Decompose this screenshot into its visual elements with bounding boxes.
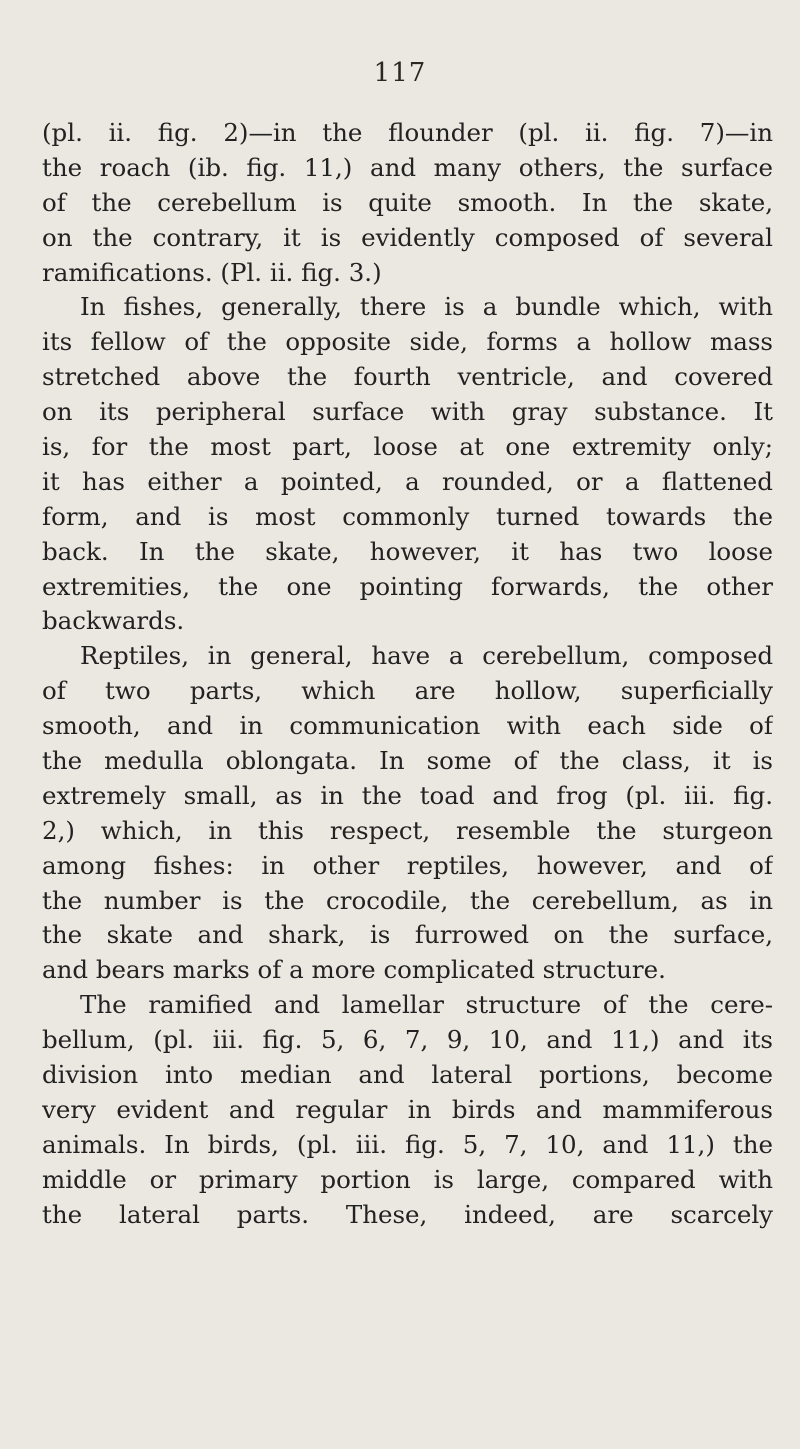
text-line: the lateral parts. These, indeed, are scarcely — [42, 1199, 773, 1229]
text-line: In fishes, generally, there is a bundle which, with — [80, 292, 773, 322]
text-line: the roach (ib. fig. 11,) and many others, the surface — [42, 152, 773, 182]
text-line: among fishes: in other reptiles, however, and of — [42, 850, 773, 880]
text-line: on the contrary, it is evidently composed of several — [42, 222, 773, 252]
text-line: of two parts, which are hollow, superficially — [42, 676, 773, 706]
text-line: its fellow of the opposite side, forms a hollow mass — [42, 327, 773, 357]
text-line: on its peripheral surface with gray substance. It — [42, 397, 773, 427]
text-line: and bears marks of a more complicated structure. — [42, 955, 666, 985]
text-line: is, for the most part, loose at one extremity only; — [42, 432, 773, 462]
text-line: The ramified and lamellar structure of the cere- — [80, 990, 773, 1020]
text-line: extremely small, as in the toad and frog (pl. iii. fig. — [42, 780, 773, 810]
text-line: back. In the skate, however, it has two loose — [42, 536, 773, 566]
text-line: (pl. ii. fig. 2)—in the flounder (pl. ii. fig. 7)—in — [42, 118, 773, 147]
text-line: of the cerebellum is quite smooth. In the skate, — [42, 187, 773, 217]
body-text — [42, 116, 773, 1233]
text-line: the number is the crocodile, the cerebellum, as in — [42, 885, 773, 915]
text-line: backwards. — [42, 606, 185, 636]
text-line: ramifications. (Pl. ii. fig. 3.) — [42, 257, 382, 287]
text-line: smooth, and in communication with each side of — [42, 711, 773, 741]
text-line: the skate and shark, is furrowed on the surface, — [42, 920, 773, 950]
text-line: form, and is most commonly turned towards the — [42, 501, 773, 531]
text-line: middle or primary portion is large, compared with — [42, 1164, 773, 1194]
text-line: Reptiles, in general, have a cerebellum, composed — [80, 641, 773, 671]
text-line: 2,) which, in this respect, resemble the sturgeon — [42, 815, 773, 845]
text-line: stretched above the fourth ventricle, and covered — [42, 362, 773, 392]
text-line: it has either a pointed, a rounded, or a flattened — [42, 466, 773, 496]
page-number: 117 — [373, 58, 427, 88]
text-line: bellum, (pl. iii. fig. 5, 6, 7, 9, 10, and 11,) and its — [42, 1025, 773, 1055]
text-line: extremities, the one pointing forwards, the other — [42, 571, 773, 601]
text-line: division into median and lateral portions, become — [42, 1060, 773, 1090]
text-line: animals. In birds, (pl. iii. fig. 5, 7, 10, and 11,) the — [42, 1129, 773, 1159]
text-line: very evident and regular in birds and mammiferous — [42, 1094, 773, 1124]
text-line: the medulla oblongata. In some of the class, it is — [42, 746, 773, 776]
